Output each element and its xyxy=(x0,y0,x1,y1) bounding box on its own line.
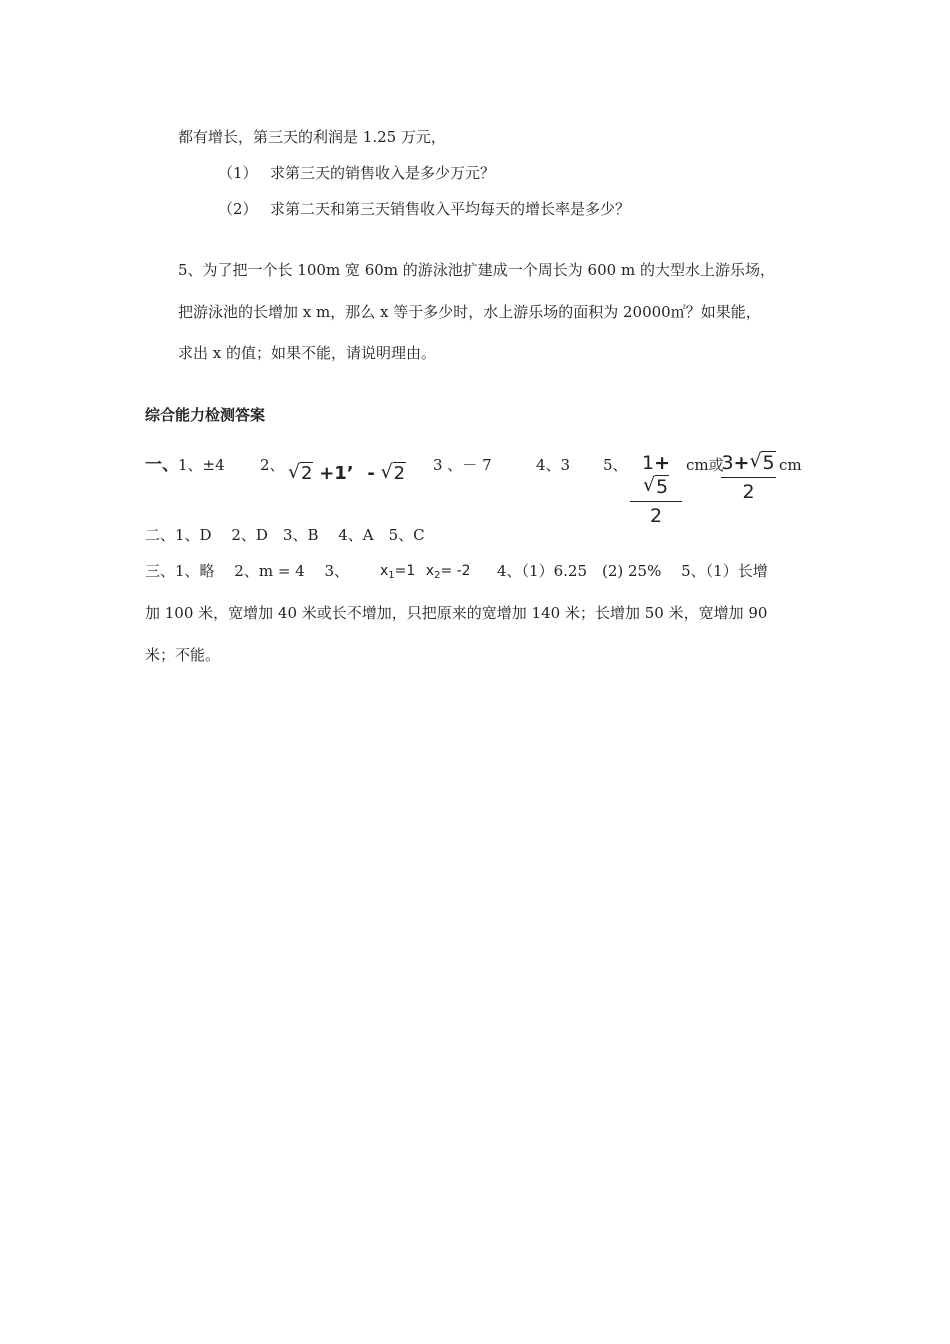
unit-or: cm或 xyxy=(686,456,724,474)
unit-end: cm xyxy=(779,456,802,474)
problem5-line2: 把游泳池的长增加 x m，那么 x 等于多少时，水上游乐场的面积为 20000㎡？如果能， xyxy=(178,303,761,321)
sqrt-symbol: √ 2 xyxy=(288,463,313,484)
problem4-q2-number: （2） xyxy=(218,200,258,218)
part3-answers-1-3: 三、1、略 2、m = 4 3、 xyxy=(145,562,350,580)
problem5-line3: 求出 x 的值；如果不能，请说明理由。 xyxy=(178,344,436,362)
part1-prefix: 一、 xyxy=(145,455,179,475)
part3-answers-4-5: 4、（1）6.25 (2) 25% 5、（1）长增 xyxy=(497,562,768,580)
part1-answer5-label: 5、 xyxy=(603,456,628,474)
problem4-q1-number: （1） xyxy=(218,164,258,182)
part1-answer3: 3 、－ 7 xyxy=(433,456,492,474)
equation-roots: $x_1=1$ $x_2= -2$ xyxy=(380,563,471,581)
sqrt-symbol: √ 2 xyxy=(381,463,406,484)
part2-answers: 二、1、D 2、D 3、B 4、A 5、C xyxy=(145,526,425,544)
answers-heading: 综合能力检测答案 xyxy=(145,406,266,424)
separator: ’ xyxy=(346,463,354,484)
fraction-2: 3+√ 5 2 xyxy=(721,451,776,504)
answer2-expression xyxy=(288,463,406,484)
fraction-1: 1+√ 5 2 xyxy=(630,451,682,528)
problem5-line1: 5、为了把一个长 100m 宽 60m 的游泳池扩建成一个周长为 600 m 的大型水上游乐场， xyxy=(178,261,775,279)
problem4-continuation: 都有增长，第三天的利润是 1.25 万元， xyxy=(178,128,446,146)
minus-sign: - xyxy=(367,463,375,484)
problem4-q2-text: 求第二天和第三天销售收入平均每天的增长率是多少？ xyxy=(270,200,631,218)
part1-answer4: 4、3 xyxy=(536,456,571,474)
part1-answer1: 1、±4 xyxy=(178,456,225,474)
part3-line3: 米；不能。 xyxy=(145,646,221,664)
plus-one: +1 xyxy=(319,463,347,484)
problem4-q1-text: 求第三天的销售收入是多少万元？ xyxy=(270,164,496,182)
part1-answer2-label: 2、 xyxy=(260,456,285,474)
part3-line2: 加 100 米，宽增加 40 米或长不增加，只把原来的宽增加 140 米；长增加 50 米，宽增加 90 xyxy=(145,604,768,622)
